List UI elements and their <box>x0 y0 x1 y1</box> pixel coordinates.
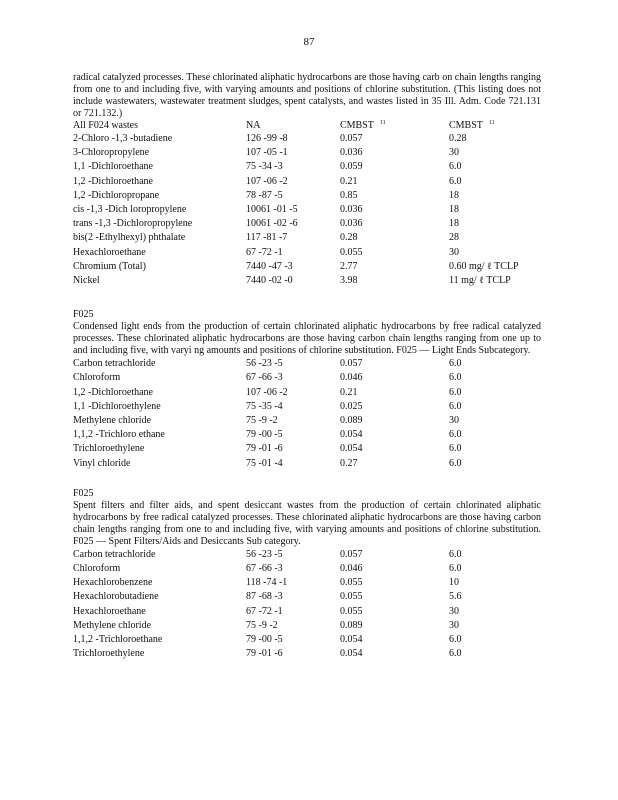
table-row <box>73 605 541 619</box>
table-row <box>73 231 541 245</box>
constituent-name: 3-Chloropropylene <box>73 147 150 159</box>
nonwastewater-standard: 30 <box>449 605 459 617</box>
constituent-name: Hexachlorobutadiene <box>73 591 159 603</box>
cas-number: 75 -01 -4 <box>246 457 283 469</box>
cas-number: 10061 -02 -6 <box>246 218 298 230</box>
table-row <box>73 357 541 371</box>
nonwastewater-standard-header <box>449 120 541 132</box>
wastewater-standard-header <box>340 120 449 132</box>
table-row <box>73 633 541 647</box>
cas-number: 79 -01 -6 <box>246 648 283 660</box>
nonwastewater-standard: 6.0 <box>449 457 462 469</box>
constituent-name: Chromium (Total) <box>73 260 146 272</box>
table-header-row <box>73 120 541 132</box>
nonwastewater-standard: 6.0 <box>449 161 462 173</box>
f025-spent-filters-table-body <box>73 548 541 662</box>
cas-number: 56 -23 -5 <box>246 358 283 370</box>
table-row <box>73 260 541 274</box>
wastewater-standard-label: CMBST <box>340 120 374 131</box>
cas-number: 75 -35 -4 <box>246 400 283 412</box>
cas-number: 67 -66 -3 <box>246 563 283 575</box>
wastewater-standard: 0.036 <box>340 204 363 216</box>
nonwastewater-standard: 0.28 <box>449 133 467 144</box>
cas-number: 107 -05 -1 <box>246 147 288 159</box>
table-row <box>73 274 541 288</box>
cas-number: 126 -99 -8 <box>246 133 288 144</box>
cas-number: 75 -9 -2 <box>246 619 278 631</box>
footnote-marker: 11 <box>488 120 495 126</box>
table-row <box>73 619 541 633</box>
table-row <box>73 246 541 260</box>
nonwastewater-standard: 0.60 mg/ ℓ TCLP <box>449 260 519 272</box>
constituent-name: Hexachlorobenzene <box>73 577 153 589</box>
nonwastewater-standard: 6.0 <box>449 648 462 660</box>
constituent-name: Carbon tetrachloride <box>73 548 156 560</box>
cas-number: 67 -66 -3 <box>246 372 283 384</box>
wastewater-standard: 0.055 <box>340 591 363 603</box>
wastewater-standard: 0.054 <box>340 429 363 441</box>
constituent-name: Chloroform <box>73 372 121 384</box>
wastewater-standard: 0.057 <box>340 548 363 560</box>
nonwastewater-standard: 6.0 <box>449 386 462 398</box>
wastewater-standard: 0.055 <box>340 605 363 617</box>
nonwastewater-standard: 28 <box>449 232 459 244</box>
cas-number: 79 -01 -6 <box>246 443 283 455</box>
page-number: 87 <box>303 36 315 48</box>
nonwastewater-standard: 6.0 <box>449 358 462 370</box>
constituent-name: 1,2 -Dichloropropane <box>73 189 160 201</box>
constituent-name: Hexachloroethane <box>73 605 146 617</box>
table-row <box>73 576 541 590</box>
cas-number: 67 -72 -1 <box>246 246 283 258</box>
cas-number: 67 -72 -1 <box>246 605 283 617</box>
table-row <box>73 562 541 576</box>
waste-description: Spent filters and filter aids, and spent desiccant wastes from the production of certain chlorinated aliphatic hydrocarbons by free radical catalyzed processes. These chlorinated aliphatic hydrocarbons are those having carbon chain lengths ranging from one to and including five, with varying amounts and positions of chlorine substitution. F025 — Spent Filters/Aids and Desiccants Sub category. <box>73 499 541 547</box>
nonwastewater-standard: 6.0 <box>449 175 462 187</box>
document-body <box>73 72 541 661</box>
nonwastewater-standard: 10 <box>449 577 459 589</box>
table-row <box>73 386 541 400</box>
f024-table <box>73 120 541 288</box>
waste-description-header: All F024 wastes <box>73 120 138 131</box>
f025-spent-filters-table <box>73 548 541 662</box>
nonwastewater-standard: 30 <box>449 246 459 258</box>
wastewater-standard: 0.27 <box>340 457 358 469</box>
nonwastewater-standard-label: CMBST <box>449 120 483 131</box>
cas-number: 118 -74 -1 <box>246 577 288 589</box>
constituent-name: 2-Chloro -1,3 -butadiene <box>73 133 173 144</box>
cas-number: 117 -81 -7 <box>246 232 288 244</box>
wastewater-standard: 0.054 <box>340 634 363 646</box>
cas-number: 78 -87 -5 <box>246 189 283 201</box>
cas-number: 75 -9 -2 <box>246 415 278 427</box>
table-row <box>73 160 541 174</box>
constituent-name: cis -1,3 -Dich loropropylene <box>73 204 187 216</box>
wastewater-standard: 2.77 <box>340 260 358 272</box>
constituent-name: bis(2 -Ethylhexyl) phthalate <box>73 232 186 244</box>
cas-number: 87 -68 -3 <box>246 591 283 603</box>
table-row <box>73 189 541 203</box>
wastewater-standard: 0.089 <box>340 619 363 631</box>
constituent-name: Carbon tetrachloride <box>73 358 156 370</box>
table-row <box>73 414 541 428</box>
wastewater-standard: 0.057 <box>340 133 363 144</box>
waste-code: F025 <box>73 487 94 499</box>
nonwastewater-standard: 6.0 <box>449 372 462 384</box>
nonwastewater-standard: 30 <box>449 147 459 159</box>
cas-header: NA <box>246 120 261 131</box>
table-row <box>73 203 541 217</box>
wastewater-standard: 0.055 <box>340 577 363 589</box>
nonwastewater-standard: 18 <box>449 204 459 216</box>
constituent-name: Vinyl chloride <box>73 457 131 469</box>
cas-number: 79 -00 -5 <box>246 634 283 646</box>
constituent-name: Chloroform <box>73 563 121 575</box>
cas-number: 75 -34 -3 <box>246 161 283 173</box>
wastewater-standard: 0.055 <box>340 246 363 258</box>
wastewater-standard: 0.057 <box>340 358 363 370</box>
wastewater-standard: 0.046 <box>340 372 363 384</box>
constituent-name: Trichloroethylene <box>73 443 145 455</box>
nonwastewater-standard: 30 <box>449 415 459 427</box>
nonwastewater-standard: 11 mg/ ℓ TCLP <box>449 275 511 287</box>
intro-paragraph: radical catalyzed processes. These chlorinated aliphatic hydrocarbons are those having carb on chain lengths ranging from one to and including five, with varying amounts and positions of chlorine substitution. (This listing does not include wastewaters, wastewater treatment sludges, spent catalysts, and wastes listed in 35 Ill. Adm. Code 721.131 or 721.132.) <box>73 72 541 119</box>
cas-number: 79 -00 -5 <box>246 429 283 441</box>
constituent-name: trans -1,3 -Dichloropropylene <box>73 218 193 230</box>
wastewater-standard: 0.85 <box>340 189 358 201</box>
waste-description: Condensed light ends from the production of certain chlorinated aliphatic hydrocarbons by free radical catalyzed processes. These chlorinated aliphatic hydrocarbons are those having carbon chain lengths ranging from one up to and including five, with varyi ng amounts and positions of chlorine substitution. F025 — Light Ends Subcategory. <box>73 321 541 357</box>
waste-code: F025 <box>73 309 94 321</box>
nonwastewater-standard: 5.6 <box>449 591 462 603</box>
wastewater-standard: 0.054 <box>340 443 363 455</box>
constituent-name: Hexachloroethane <box>73 246 146 258</box>
cas-number: 7440 -47 -3 <box>246 260 293 272</box>
nonwastewater-standard: 6.0 <box>449 634 462 646</box>
constituent-name: 1,1 -Dichloroethane <box>73 161 153 173</box>
cas-number: 107 -06 -2 <box>246 386 288 398</box>
table-row <box>73 175 541 189</box>
constituent-name: Nickel <box>73 275 100 287</box>
table-row <box>73 647 541 661</box>
wastewater-standard: 0.036 <box>340 218 363 230</box>
wastewater-standard: 0.054 <box>340 648 363 660</box>
cas-number: 107 -06 -2 <box>246 175 288 187</box>
f025-light-ends-table-body <box>73 357 541 471</box>
table-row <box>73 371 541 385</box>
wastewater-standard: 0.21 <box>340 175 358 187</box>
table-row <box>73 132 541 146</box>
table-row <box>73 548 541 562</box>
footnote-marker: 11 <box>379 120 386 126</box>
nonwastewater-standard: 6.0 <box>449 443 462 455</box>
nonwastewater-standard: 6.0 <box>449 429 462 441</box>
table-row <box>73 442 541 456</box>
table-row <box>73 457 541 471</box>
f025-spent-filters-section <box>73 488 541 662</box>
wastewater-standard: 0.059 <box>340 161 363 173</box>
table-row <box>73 590 541 604</box>
nonwastewater-standard: 6.0 <box>449 548 462 560</box>
wastewater-standard: 0.089 <box>340 415 363 427</box>
f024-table-body <box>73 120 541 288</box>
cas-number: 7440 -02 -0 <box>246 275 293 287</box>
nonwastewater-standard: 18 <box>449 218 459 230</box>
nonwastewater-standard: 6.0 <box>449 563 462 575</box>
nonwastewater-standard: 18 <box>449 189 459 201</box>
table-row <box>73 400 541 414</box>
cas-number: 56 -23 -5 <box>246 548 283 560</box>
nonwastewater-standard: 6.0 <box>449 400 462 412</box>
f025-light-ends-table <box>73 357 541 471</box>
wastewater-standard: 0.036 <box>340 147 363 159</box>
table-row <box>73 428 541 442</box>
wastewater-standard: 0.28 <box>340 232 358 244</box>
wastewater-standard: 0.046 <box>340 563 363 575</box>
wastewater-standard: 0.025 <box>340 400 363 412</box>
wastewater-standard: 3.98 <box>340 275 358 287</box>
cas-number: 10061 -01 -5 <box>246 204 298 216</box>
constituent-name: 1,2 -Dichloroethane <box>73 175 153 187</box>
constituent-name: Methylene chloride <box>73 415 152 427</box>
constituent-name: 1,1,2 -Trichloroethane <box>73 634 163 646</box>
constituent-name: 1,1,2 -Trichloro ethane <box>73 429 165 441</box>
constituent-name: 1,1 -Dichloroethylene <box>73 400 161 412</box>
f025-light-ends-section <box>73 309 541 471</box>
constituent-name: Methylene chloride <box>73 619 152 631</box>
constituent-name: Trichloroethylene <box>73 648 145 660</box>
table-row <box>73 146 541 160</box>
wastewater-standard: 0.21 <box>340 386 358 398</box>
table-row <box>73 217 541 231</box>
nonwastewater-standard: 30 <box>449 619 459 631</box>
constituent-name: 1,2 -Dichloroethane <box>73 386 153 398</box>
